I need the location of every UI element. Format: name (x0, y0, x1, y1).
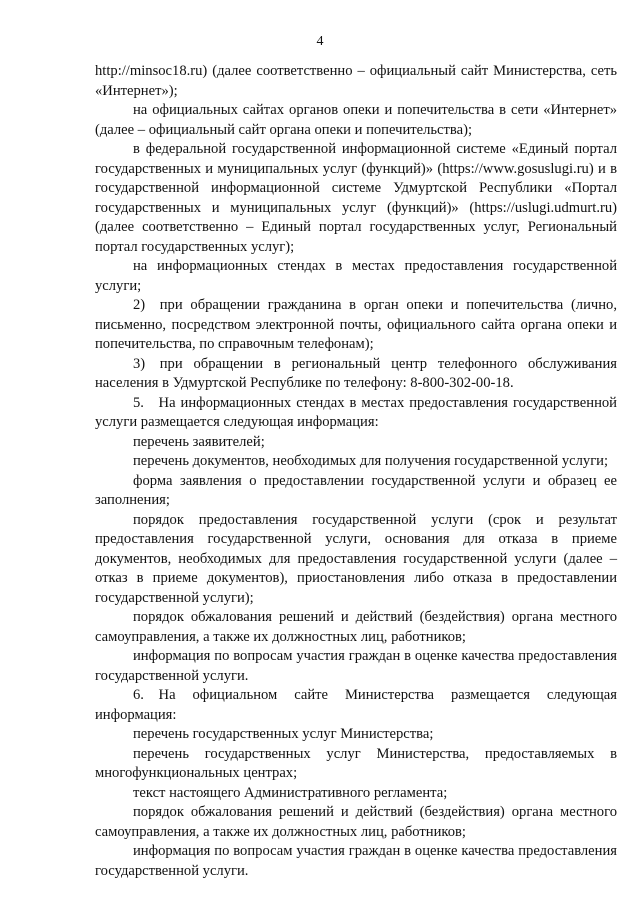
paragraph-appeal-procedure-2: порядок обжалования решений и действий (бездействия) органа местного самоуправления, а также их должностных лиц, работников; (95, 804, 617, 840)
paragraph-section-6: 6. На официальном сайте Министерства размещается следующая информация: (95, 687, 617, 723)
paragraph-item-3: 3) при обращении в региональный центр телефонного обслуживания населения в Удмуртской Республике по телефону: 8-800-302-00-18. (95, 355, 617, 391)
paragraph-application-form: форма заявления о предоставлении государственной услуги и образец ее заполнения; (95, 472, 617, 508)
paragraph-federal-portal: в федеральной государственной информационной системе «Единый портал государственных и муниципальных услуг (функций)» (https://www.gosuslugi.ru) и в государственной информационной системе Удмуртской Республики «Портал государственных и муниципальных услуг (функций)» (https://uslugi.udmurt.ru) (далее соответственно – Единый портал государственных услуг, Региональный портал государственных услуг); (95, 141, 617, 255)
paragraph-section-5: 5. На информационных стендах в местах предоставления государственной услуги размещается следующая информация: (95, 394, 617, 430)
page-number: 4 (316, 34, 324, 49)
paragraph-quality-assessment-2: информация по вопросам участия граждан в оценке качества предоставления государственной услуги. (95, 843, 617, 879)
paragraph-procedure: порядок предоставления государственной услуги (срок и результат предоставления государственной услуги, основания для отказа в приеме документов, необходимых для предоставления государственной услуги (далее – отказ в приеме документов), приостановления либо отказа в предоставлении государственной услуги); (95, 511, 617, 606)
paragraph-quality-assessment: информация по вопросам участия граждан в оценке качества предоставления государственной услуги. (95, 648, 617, 684)
paragraph-regulation-text: текст настоящего Административного регламента; (133, 784, 448, 801)
paragraph-guardianship-sites: на официальных сайтах органов опеки и попечительства в сети «Интернет» (далее – официальный сайт органа опеки и попечительства); (95, 102, 617, 138)
paragraph-website-ministry: http://minsoc18.ru) (далее соответственно – официальный сайт Министерства, сеть «Интернет»); (95, 63, 617, 99)
paragraph-appeal-procedure: порядок обжалования решений и действий (бездействия) органа местного самоуправления, а также их должностных лиц, работников; (95, 609, 617, 645)
paragraph-documents-list: перечень документов, необходимых для получения государственной услуги; (133, 453, 609, 469)
document-body (95, 62, 617, 881)
paragraph-item-2: 2) при обращении гражданина в орган опеки и попечительства (лично, письменно, посредством электронной почты, официального сайта органа опеки и попечительства, по справочным телефонам); (95, 297, 617, 352)
paragraph-info-stands: на информационных стендах в местах предоставления государственной услуги; (95, 258, 617, 294)
paragraph-services-list: перечень государственных услуг Министерства; (133, 726, 434, 742)
paragraph-mfc-services: перечень государственных услуг Министерства, предоставляемых в многофункциональных центрах; (95, 745, 617, 781)
paragraph-applicants: перечень заявителей; (133, 433, 265, 450)
